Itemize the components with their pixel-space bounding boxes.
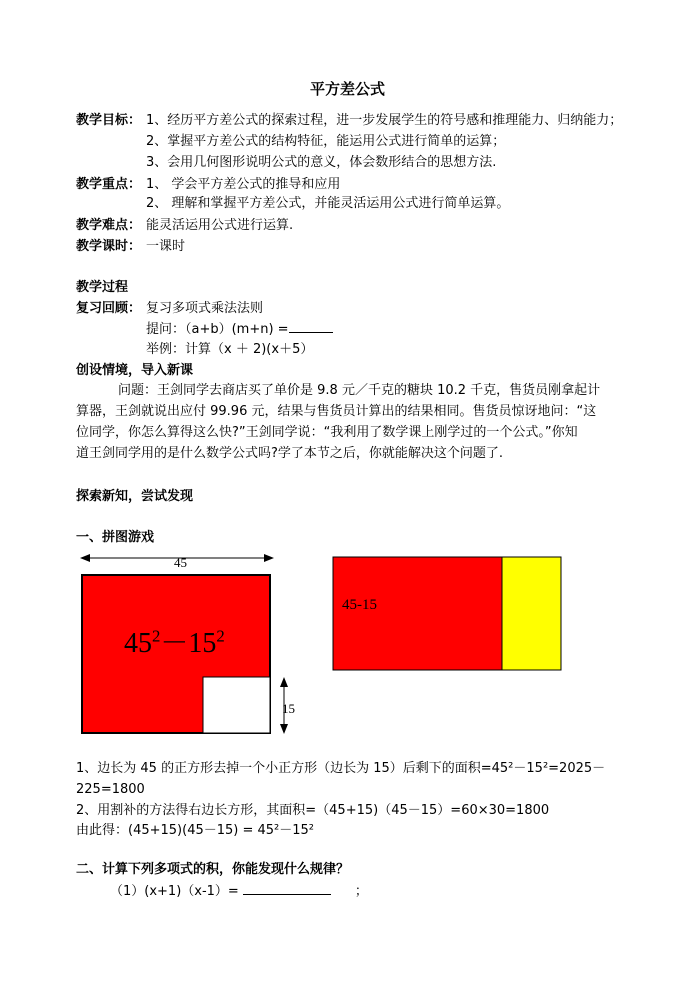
- expr-minus: －: [160, 628, 189, 659]
- objective-item: 2、掌握平方差公式的结构特征，能运用公式进行简单的运算；: [146, 134, 506, 149]
- difficulty-label: 教学难点：: [76, 218, 142, 233]
- red-rectangle: [333, 557, 502, 670]
- right-figure-label: 45-15: [342, 597, 377, 613]
- key-points-label: 教学重点：: [76, 177, 142, 192]
- scenario-line: 算器，王剑就说出应付 99.96 元，结果与售货员计算出的结果相同。售货员惊讶地问：“这: [76, 404, 597, 419]
- yellow-rectangle: [502, 557, 561, 670]
- page-title: 平方差公式: [310, 80, 386, 98]
- top-dimension-label: 45: [174, 555, 187, 570]
- hours-text: 一课时: [146, 239, 186, 254]
- section2-heading: 二、计算下列多项式的积，你能发现什么规律？: [76, 862, 350, 877]
- scenario-heading: 创设情境，导入新课: [76, 363, 194, 378]
- expr-exp-2: 2: [216, 626, 225, 646]
- hours-label: 教学课时：: [76, 239, 142, 254]
- section1-line: 225=1800: [76, 782, 145, 797]
- key-point-item: 1、 学会平方差公式的推导和应用: [146, 177, 341, 192]
- scenario-line: 道王剑同学用的是什么数学公式吗?学了本节之后，你就能解决这个问题了.: [76, 446, 504, 461]
- review-question: [146, 323, 333, 336]
- difficulty-text: 能灵活运用公式进行运算.: [146, 218, 294, 233]
- review-example: 举例：计算（x ＋ 2)(x＋5）: [146, 342, 314, 357]
- right-figure: [332, 556, 564, 672]
- objective-item: 3、会用几何图形说明公式的意义，体会数形结合的思想方法.: [146, 155, 497, 170]
- answer-blank: [243, 893, 331, 895]
- expr-base-2: 15: [188, 628, 217, 659]
- section1-line: 由此得：(45+15)(45－15) = 45²－15²: [76, 823, 315, 838]
- section1-line: 2、用割补的方法得右边长方形，其面积=（45+15)（45－15）=60×30=1800: [76, 803, 550, 818]
- section2-item-text: （1）(x+1)（x-1）=: [110, 884, 239, 899]
- section1-line: 1、边长为 45 的正方形去掉一个小正方形（边长为 15）后剩下的面积=45²－15²=2025－: [76, 761, 606, 776]
- scenario-line: 位同学，你怎么算得这么快?”王剑同学说：“我利用了数学课上刚学过的一个公式。”你知: [76, 425, 578, 440]
- section2-item: [110, 885, 368, 898]
- objectives-label: 教学目标：: [76, 113, 142, 128]
- side-dimension-label: 15: [282, 701, 295, 716]
- review-text: 复习多项式乘法法则: [146, 301, 264, 316]
- review-question-text: 提问：（a+b）(m+n) =: [146, 322, 289, 337]
- scenario-line: 问题：王剑同学去商店买了单价是 9.8 元／千克的糖块 10.2 千克，售货员刚拿起计: [118, 383, 601, 398]
- small-square: [203, 677, 270, 733]
- area-expression: [124, 626, 225, 659]
- objective-item: 1、经历平方差公式的探索过程，进一步发展学生的符号感和推理能力、归纳能力；: [146, 113, 623, 128]
- answer-blank: [289, 331, 333, 333]
- explore-heading: 探索新知，尝试发现: [76, 489, 194, 504]
- process-heading: 教学过程: [76, 280, 129, 295]
- key-point-item: 2、 理解和掌握平方差公式，并能灵活运用公式进行简单运算。: [146, 196, 510, 211]
- expr-base-1: 45: [124, 628, 152, 659]
- review-label: 复习回顾：: [76, 301, 142, 316]
- expr-exp-1: 2: [152, 626, 161, 646]
- section2-item-end: ；: [354, 884, 368, 899]
- section1-heading: 一、拼图游戏: [76, 530, 155, 545]
